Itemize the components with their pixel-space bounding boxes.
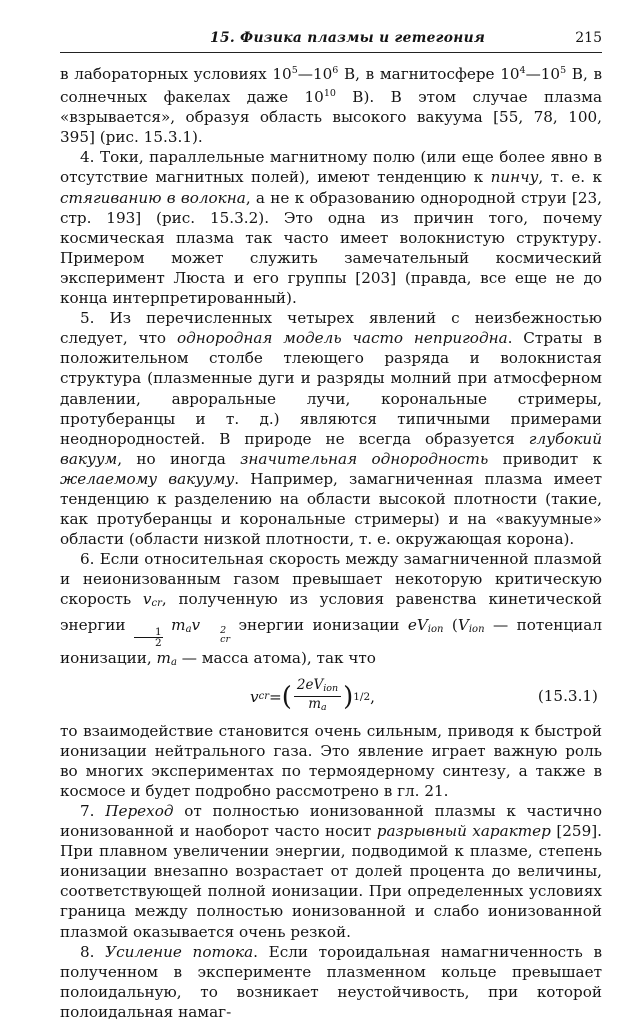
paragraph-7: 7. Переход от полностью ионизованной плазмы к частично ионизованной и наоборот часто носит разрывный характер [259]. При плавном увеличении энергии, подводимой к плазме, степень ионизации внезапно возрастает от долей процента до величины, соответствующей полной ионизации. При определенных условиях граница между полностью ионизованной и слабо ионизованной плазмой оказывается очень резкой. xyxy=(60,802,602,941)
paragraph-intro: в лабораторных условиях $10^5—10^6$ В, в магнитосфере $10^4—10^5$ В, в солнечных факелах даже $10^{10}$ В). В этом случае плазма «взрывается», образуя область высокого вакуума [55, 78, 100, 395] (рис. 15.3.1). xyxy=(60,65,602,147)
equation-number: (15.3.1) xyxy=(537,686,598,705)
equation-fraction: $\frac{\text{2eVion}}{ma}$ xyxy=(294,678,341,715)
page-number: 215 xyxy=(575,30,602,46)
running-header xyxy=(60,30,602,53)
chapter-title: 15. Физика плазмы и гетегония xyxy=(210,30,486,46)
paragraph-5: 5. Из перечисленных четырех явлений с неизбежностью следует, что однородная модель часто непригодна. Страты в положительном столбе тлеющего разряда и волокнистая структура (плазменные дуги и разряды молний при атмосферном давлении, авроральные лучи, корональные стримеры, протуберанцы и т. д.) являются типичными примерами неоднородностей. В природе не всегда образуется глубокий вакуум, но иногда значительная однородность приводит к желаемому вакууму. Например, замагниченная плазма имеет тенденцию к разделению на области высокой плотности (такие, как протуберанцы и корональные стримеры) и на «вакуумные» области (области низкой плотности, т. е. окружающая корона). xyxy=(60,309,602,549)
paragraph-8: 8. Усиление потока. Если тороидальная намагниченность в полученном в эксперименте плазменном кольце превышает полоидальную, то возникает неустойчивость, при которой полоидальная намаг- xyxy=(60,942,603,1021)
paragraph-6: 6. Если относительная скорость между замагниченной плазмой и неионизованным газом превышает некоторую критическую скорость $v_{cr}$, полученную из условия равенства кинетической энергии $\frac{1}{2}$ $m_av$ 2 cr энергии ионизации $eV_{ion}$ ($V_{ion}$ — потенциал ионизации, $m_a$ — масса атома), так что xyxy=(60,550,603,668)
paragraph-6-continued: то взаимодействие становится очень сильным, приводя к быстрой ионизации нейтрального газа. Это явление играет важную роль во многих экспериментах по термоядерному синтезу, а также в космосе и будет подробно рассмотрено в гл. 21. xyxy=(60,721,602,800)
paragraph-4: 4. Токи, параллельные магнитному полю (или еще более явно в отсутствие магнитных полей), имеют тенденцию к пинчу, т. е. к стягиванию в волокна, а не к образованию однородной струи [23, стр. 193] (рис. 15.3.2). Это одна из причин того, почему космическая плазма так часто имеет волокнистую структуру. Примером может служить замечательный космический эксперимент Люста и его группы [203] (правда, все еще не до конца интерпретированный). xyxy=(60,148,602,308)
equation-formula: v cr = ( $\frac{\text{2eVion}}{ma}$ ) 1/2 , xyxy=(250,677,375,714)
page-body xyxy=(60,61,602,1022)
equation-15-3-1 xyxy=(60,675,602,719)
